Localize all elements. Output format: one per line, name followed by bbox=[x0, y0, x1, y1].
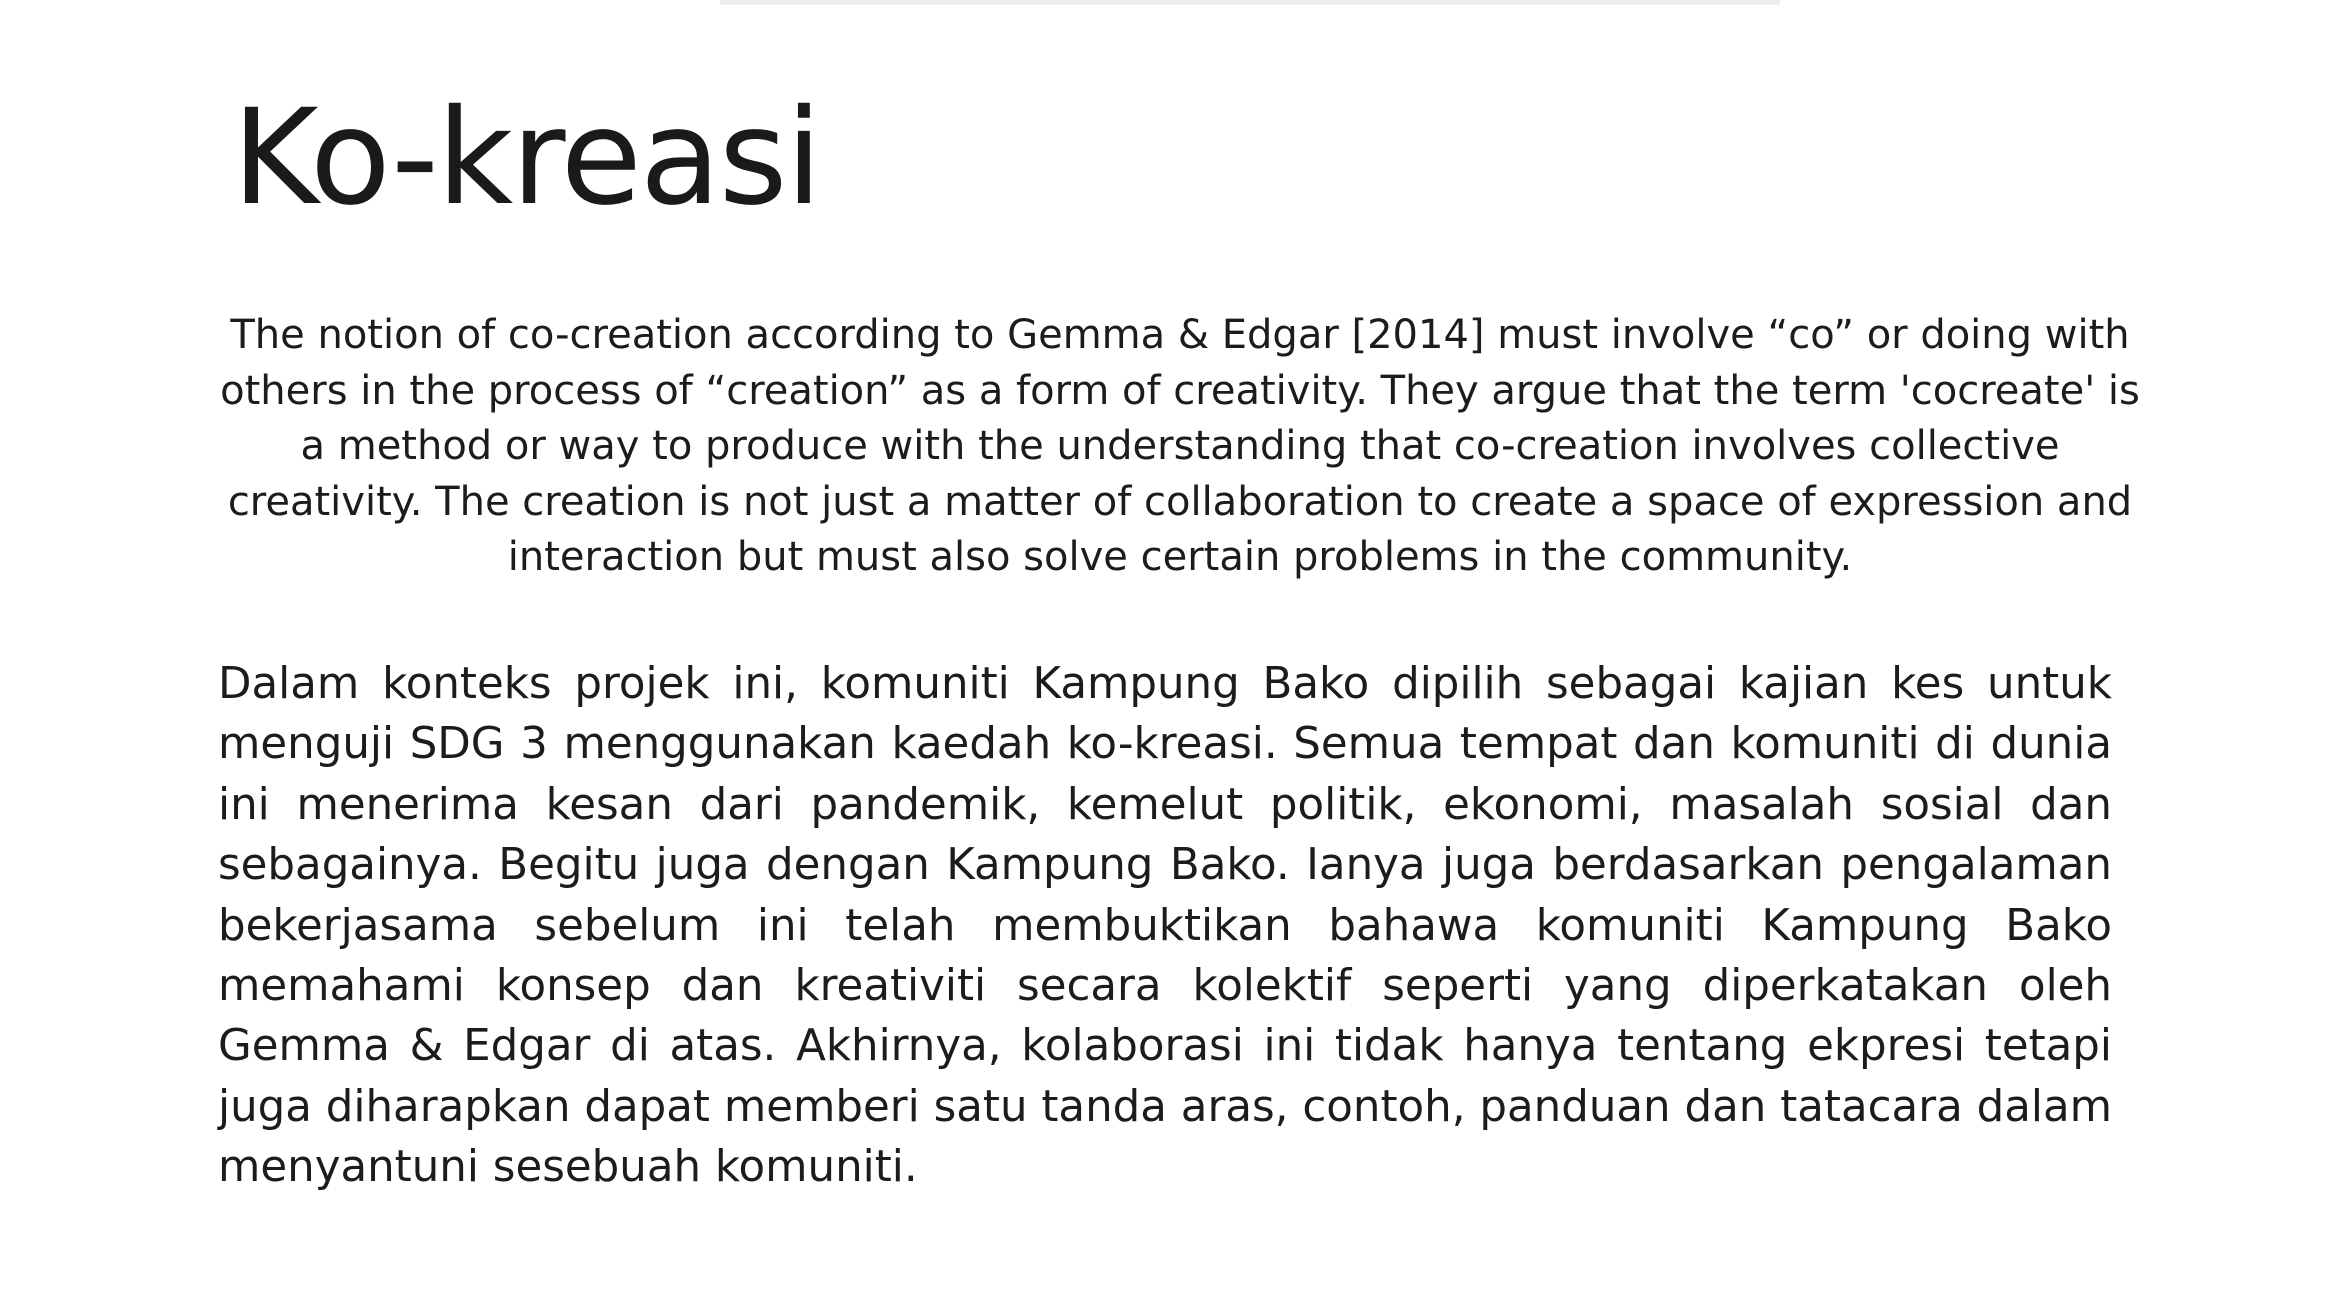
body-paragraph: Dalam konteks projek ini, komuniti Kampung Bako dipilih sebagai kajian kes untuk menguji SDG 3 menggunakan kaedah ko-kreasi. Semua tempat dan komuniti di dunia ini menerima kesan dari pandemik, kemelut politik, ekonomi, masalah sosial dan sebagainya. Begitu juga dengan Kampung Bako. Ianya juga berdasarkan pengalaman bekerjasama sebelum ini telah membuktikan bahawa komuniti Kampung Bako memahami konsep dan kreativiti secara kolektif seperti yang diperkatakan oleh Gemma & Edgar di atas. Akhirnya, kolaborasi ini tidak hanya tentang ekpresi tetapi juga diharapkan dapat memberi satu tanda aras, contoh, panduan dan tatacara dalam menyantuni sesebuah komuniti. bbox=[218, 659, 2112, 1193]
quote-paragraph: The notion of co-creation according to Gemma & Edgar [2014] must involve “co” or doing with others in the process of “creation” as a form of creativity. They argue that the term 'cocreate' is a method or way to produce with the understanding that co-creation involves collective creativity. The creation is not just a matter of collaboration to create a space of expression and interaction but must also solve certain problems in the community. bbox=[220, 312, 2140, 580]
page-title: Ko-kreasi bbox=[232, 81, 821, 235]
top-divider bbox=[720, 0, 1780, 5]
